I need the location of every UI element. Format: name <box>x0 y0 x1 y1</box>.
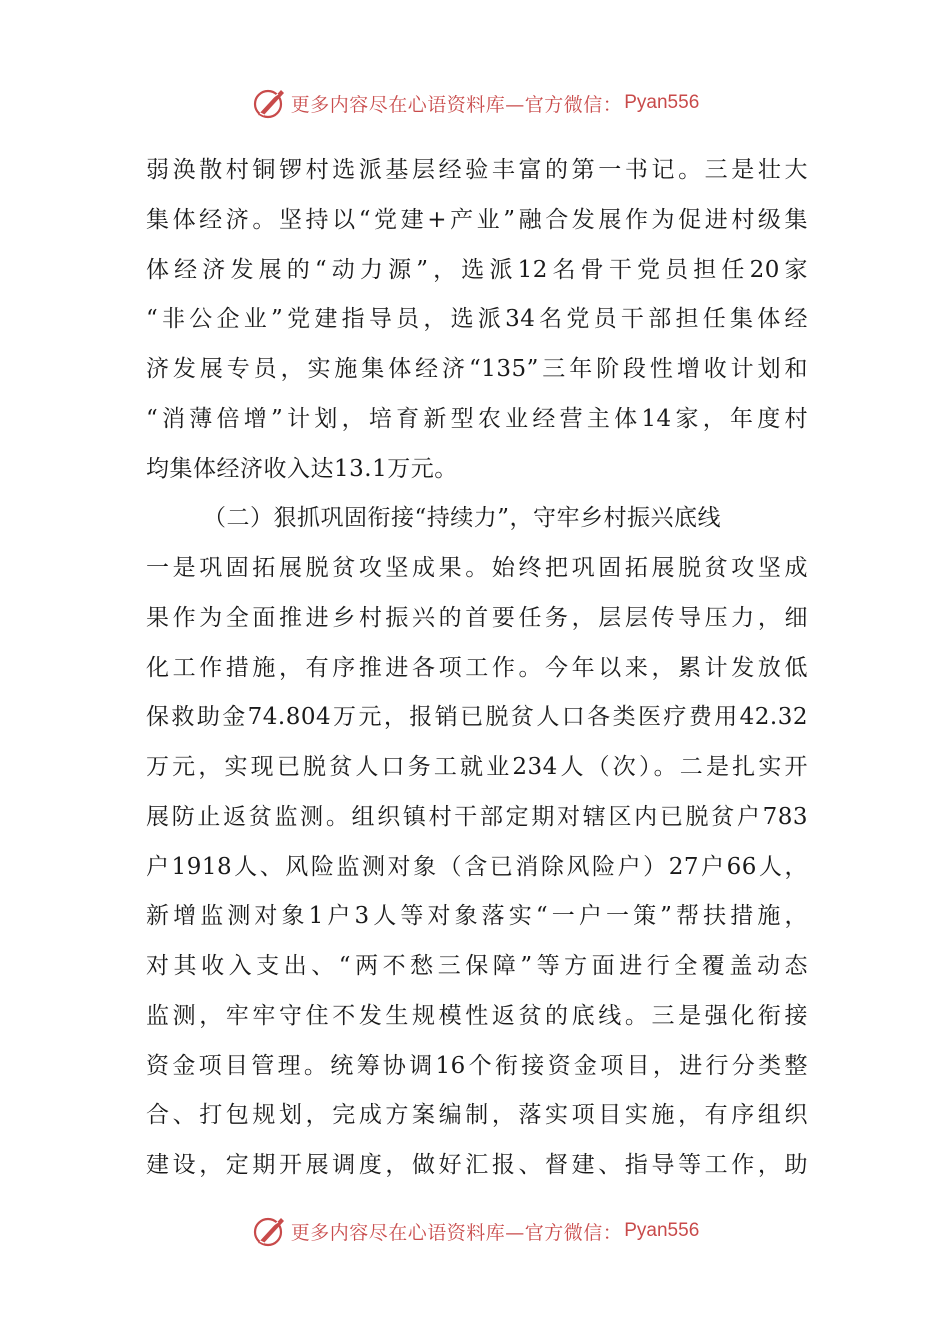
text-line: 展防止返贫监测。组织镇村干部定期对辖区内已脱贫户783 <box>146 803 808 830</box>
text-line: 化工作措施，有序推进各项工作。今年以来，累计发放低 <box>146 654 808 681</box>
footer-watermark <box>0 1211 950 1251</box>
watermark-text: 更多内容尽在心语资料库—官方微信： <box>290 1221 623 1244</box>
text-line: “消薄倍增”计划，培育新型农业经营主体14家，年度村 <box>146 405 808 432</box>
text-line: 集体经济。坚持以“党建+产业”融合发展作为促进村级集 <box>146 206 808 233</box>
text-line: 体经济发展的“动力源”，选派12名骨干党员担任20家 <box>146 256 808 283</box>
document-body <box>146 146 808 1191</box>
section-heading: （二）狠抓巩固衔接“持续力”，守牢乡村振兴底线 <box>203 505 722 532</box>
header-watermark <box>0 83 950 123</box>
text-line: 一是巩固拓展脱贫攻坚成果。始终把巩固拓展脱贫攻坚成 <box>146 555 808 581</box>
quill-logo-icon <box>251 1213 287 1249</box>
watermark-wechat-id: Pyan556 <box>624 92 700 113</box>
text-line: “非公企业”党建指导员，选派34名党员干部担任集体经 <box>146 306 808 333</box>
text-line: 对其收入支出、“两不愁三保障”等方面进行全覆盖动态 <box>146 953 808 979</box>
text-line: 建设，定期开展调度，做好汇报、督建、指导等工作，助 <box>146 1152 808 1178</box>
text-line: 资金项目管理。统筹协调16个衔接资金项目，进行分类整 <box>146 1052 808 1079</box>
text-line: 济发展专员，实施集体经济“135”三年阶段性增收计划和 <box>146 356 808 382</box>
text-line: 监测，牢牢守住不发生规模性返贫的底线。三是强化衔接 <box>146 1002 808 1029</box>
text-line: 户1918人、风险监测对象（含已消除风险户）27户66人， <box>146 853 808 880</box>
text-line: 均集体经济收入达13.1万元。 <box>146 455 458 482</box>
text-line: 保救助金74.804万元，报销已脱贫人口各类医疗费用42.32 <box>146 704 808 731</box>
watermark-wechat-id: Pyan556 <box>624 1220 700 1241</box>
text-line: 合、打包规划，完成方案编制，落实项目实施，有序组织 <box>146 1102 808 1129</box>
watermark-text: 更多内容尽在心语资料库—官方微信： <box>290 93 623 116</box>
text-line: 新增监测对象1户3人等对象落实“一户一策”帮扶措施， <box>146 903 808 930</box>
text-line: 弱涣散村铜锣村选派基层经验丰富的第一书记。三是壮大 <box>146 157 808 183</box>
text-line: 万元，实现已脱贫人口务工就业234人（次）。二是扎实开 <box>146 754 808 780</box>
quill-logo-icon <box>251 85 287 121</box>
text-line: 果作为全面推进乡村振兴的首要任务，层层传导压力，细 <box>146 604 808 631</box>
